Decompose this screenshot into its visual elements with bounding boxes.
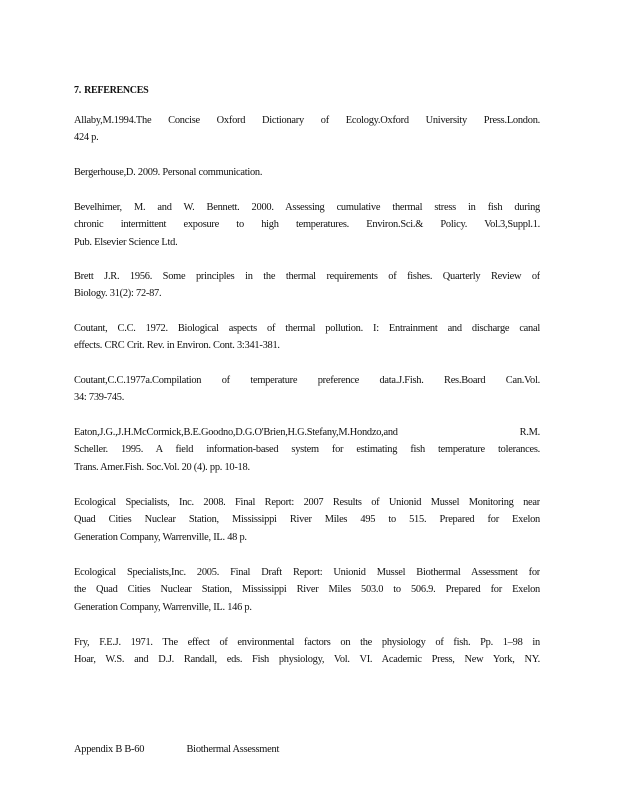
reference-line: Coutant, C.C. 1972. Biological aspects of thermal pollution. I: Entrainment and discharge canal xyxy=(74,323,540,334)
reference-line: Hoar, W.S. and D.J. Randall, eds. Fish physiology, Vol. VI. Academic Press, New York, NY. xyxy=(74,654,540,666)
page-footer xyxy=(74,744,279,755)
reference-line: the Quad Cities Nuclear Station, Mississippi River Miles 503.0 to 506.9. Prepared for Exelon xyxy=(74,584,540,596)
reference-line: Trans. Amer.Fish. Soc.Vol. 20 (4). pp. 10-18. xyxy=(74,461,250,473)
reference-entry xyxy=(74,424,540,476)
reference-line: Pub. Elsevier Science Ltd. xyxy=(74,236,178,248)
reference-line: chronic intermittent exposure to high temperatures. Environ.Sci.& Policy. Vol.3,Suppl.1. xyxy=(74,219,540,231)
reference-line: effects. CRC Crit. Rev. in Environ. Cont. 3:341-381. xyxy=(74,340,280,352)
reference-entry xyxy=(74,268,540,303)
reference-entry xyxy=(74,634,540,669)
reference-line: Coutant,C.C.1977a.Compilation of temperature preference data.J.Fish. Res.Board Can.Vol. xyxy=(74,375,540,386)
footer-document-title: Biothermal Assessment xyxy=(186,744,280,755)
reference-line: Brett J.R. 1956. Some principles in the thermal requirements of fishes. Quarterly Review of xyxy=(74,271,540,282)
reference-line: Generation Company, Warrenville, IL. 146 p. xyxy=(74,601,252,613)
reference-line: Fry, F.E.J. 1971. The effect of environmental factors on the physiology of fish. Pp. 1–98 in xyxy=(74,637,540,648)
reference-entry xyxy=(74,564,540,616)
reference-entry xyxy=(74,199,540,251)
reference-entry xyxy=(74,320,540,355)
reference-line: Bevelhimer, M. and W. Bennett. 2000. Assessing cumulative thermal stress in fish during xyxy=(74,202,540,213)
reference-entry xyxy=(74,372,540,407)
reference-line: Ecological Specialists, Inc. 2008. Final Report: 2007 Results of Unionid Mussel Monitoring near xyxy=(74,497,540,508)
reference-line: 34: 739-745. xyxy=(74,392,125,404)
section-heading: 7. REFERENCES xyxy=(74,85,149,96)
reference-line: Scheller. 1995. A field information-based system for estimating fish temperature tolerances. xyxy=(74,444,540,456)
reference-entry xyxy=(74,112,540,147)
reference-line: 424 p. xyxy=(74,132,99,144)
reference-line: Quad Cities Nuclear Station, Mississippi River Miles 495 to 515. Prepared for Exelon xyxy=(74,514,540,526)
reference-line: Biology. 31(2): 72-87. xyxy=(74,288,162,300)
reference-line: Ecological Specialists,Inc. 2005. Final Draft Report: Unionid Mussel Biothermal Assessment for xyxy=(74,567,540,578)
reference-entry xyxy=(74,164,540,181)
reference-line: Generation Company, Warrenville, IL. 48 p. xyxy=(74,531,247,543)
reference-line: Bergerhouse,D. 2009. Personal communication. xyxy=(74,167,263,178)
reference-line: Eaton,J.G.,J.H.McCormick,B.E.Goodno,D.G.O'Brien,H.G.Stefany,M.Hondzo,and R.M. xyxy=(74,427,540,438)
reference-entry xyxy=(74,494,540,546)
reference-line: Allaby,M.1994.The Concise Oxford Dictionary of Ecology.Oxford University Press.London. xyxy=(74,115,540,126)
footer-page-label: Appendix B B-60 xyxy=(74,744,145,755)
